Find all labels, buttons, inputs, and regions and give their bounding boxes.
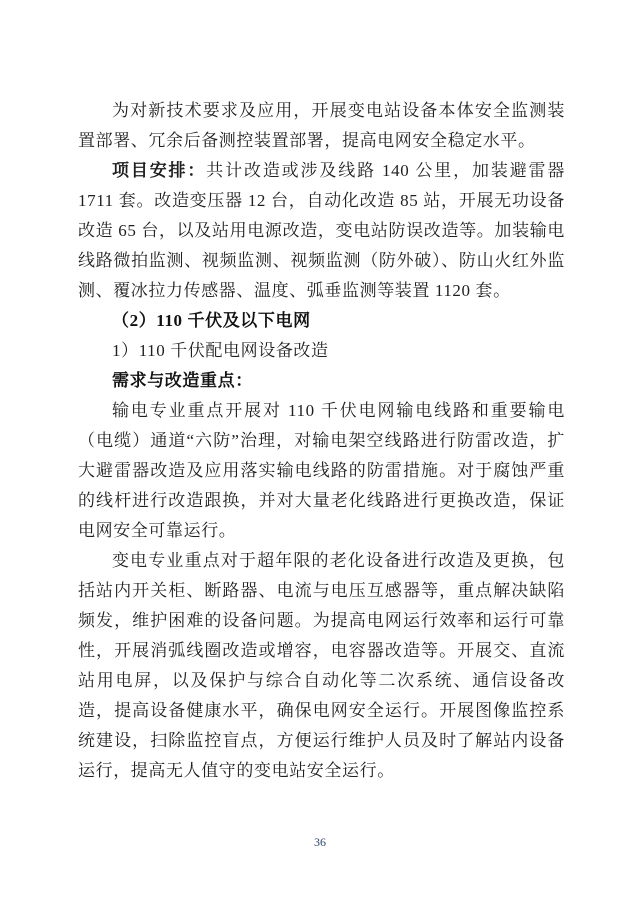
document-body [78,96,565,786]
paragraph-transmission-focus: 输电专业重点开展对 110 千伏电网输电线路和重要输电（电缆）通道“六防”治理，对输电架空线路进行防雷改造，扩大避雷器改造及应用落实输电线路的防雷措施。对于腐蚀严重的线杆进行改造跟换，并对大量老化线路进行更换改造，保证电网安全可靠运行。 [78,401,565,540]
subheading-110kv-distribution-equipment: 1）110 千伏配电网设备改造 [112,341,329,360]
page-number: 36 [314,835,326,849]
heading-requirements-and-renovation-focus: 需求与改造重点： [112,371,253,390]
paragraph-project-arrangement [78,156,565,306]
project-arrangement-label: 项目安排： [112,161,207,180]
project-arrangement-text: 共计改造或涉及线路 140 公里，加装避雷器 1711 套。改造变压器 12 台，自动化改造 85 站，开展无功设备改造 65 台，以及站用电源改造，变电站防误改造等。加装输电线路微拍监测、视频监测、视频监测（防外破）、防山火红外监测、覆冰拉力传感器、温度、弧垂监测等装置 1120 套。 [78,161,566,300]
paragraph-substation-focus: 变电专业重点对于超年限的老化设备进行改造及更换，包括站内开关柜、断路器、电流与电压互感器等，重点解决缺陷频发，维护困难的设备问题。为提高电网运行效率和运行可靠性，开展消弧线圈改造或增容，电容器改造等。开展交、直流站用电屏，以及保护与综合自动化等二次系统、通信设备改造，提高设备健康水平，确保电网安全运行。开展图像监控系统建设，扫除监控盲点，方便运行维护人员及时了解站内设备运行，提高无人值守的变电站安全运行。 [78,551,565,780]
heading-110kv-and-below-grid: （2）110 千伏及以下电网 [112,311,311,330]
paragraph-new-technology-overview: 为对新技术要求及应用，开展变电站设备本体安全监测装置部署、冗余后备测控装置部署，提高电网安全稳定水平。 [78,101,565,150]
